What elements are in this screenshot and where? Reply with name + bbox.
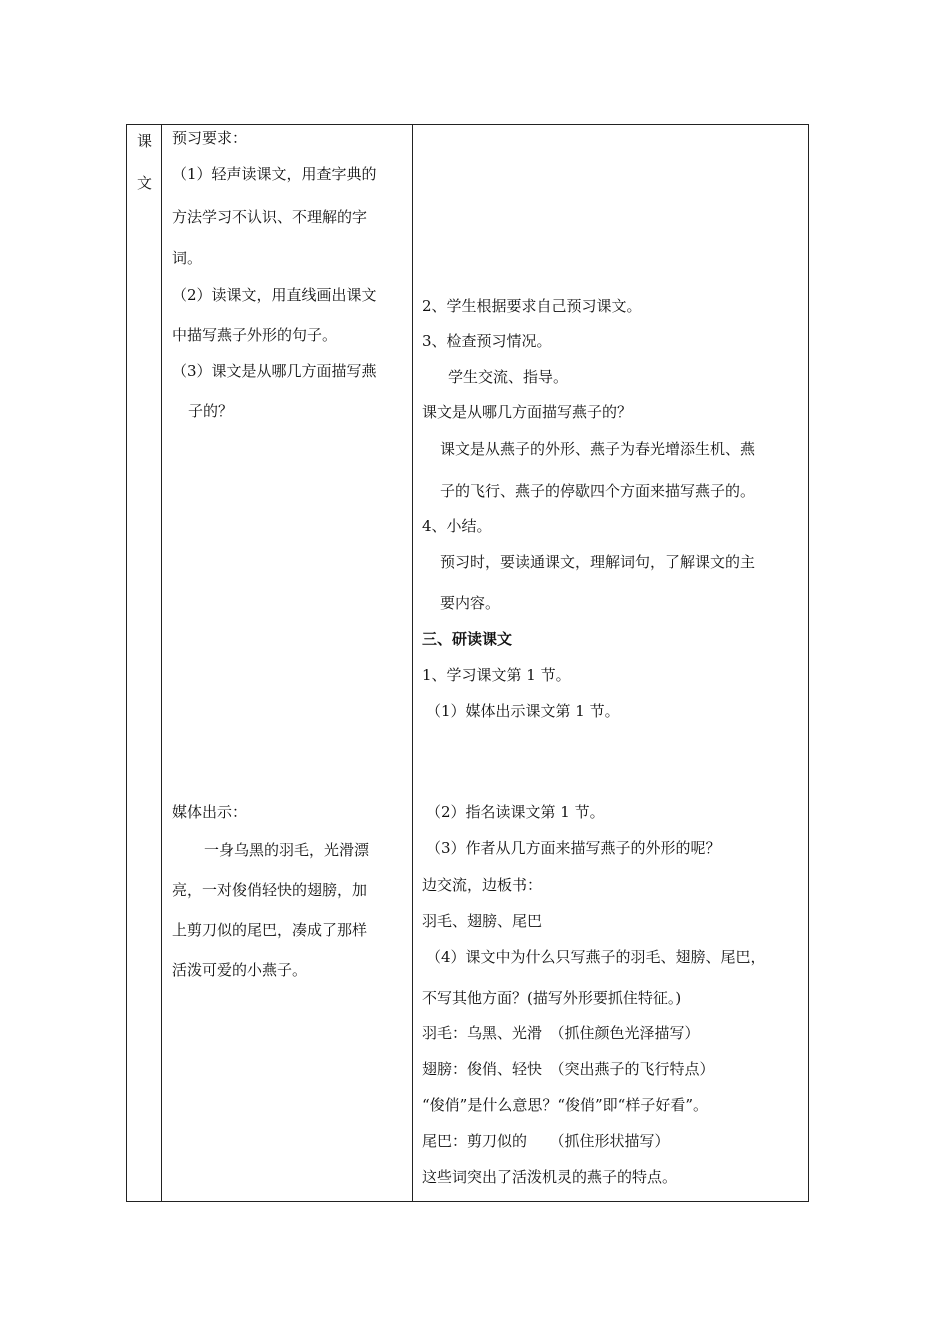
wing-note: 翅膀：俊俏、轻快 （突出燕子的飞行特点）: [422, 1060, 715, 1078]
section-label-char-2: 文: [137, 174, 153, 192]
media-text-line2: 亮，一对俊俏轻快的翅膀，加: [172, 881, 368, 899]
preview-req1-line3: 词。: [172, 249, 203, 267]
preview-req3-line2: 子的？: [188, 402, 234, 420]
tail-note: 尾巴：剪刀似的 （抓住形状描写）: [422, 1132, 670, 1150]
preview-title: 预习要求：: [172, 129, 248, 147]
column-divider-2: [412, 125, 413, 1201]
lesson-table: [126, 124, 809, 1202]
study-step-1-1: （1）媒体出示课文第 1 节。: [426, 702, 620, 720]
board-note: 边交流，边板书：: [422, 876, 543, 894]
junqiao-note: “俊俏”是什么意思？“俊俏”即“样子好看”。: [422, 1096, 709, 1114]
preview-req2-line1: （2）读课文，用直线画出课文: [172, 286, 377, 304]
preview-req1-line2: 方法学习不认识、不理解的字: [172, 208, 368, 226]
media-text-line3: 上剪刀似的尾巴，凑成了那样: [172, 921, 368, 939]
summary-line1: 预习时，要读通课文，理解词句，了解课文的主: [440, 553, 756, 571]
step-4: 4、小结。: [422, 517, 492, 535]
feather-note: 羽毛：乌黑、光滑 （抓住颜色光泽描写）: [422, 1024, 700, 1042]
study-step-1-4-answer: 不写其他方面？(描写外形要抓住特征。): [422, 989, 682, 1007]
study-step-1-4: （4）课文中为什么只写燕子的羽毛、翅膀、尾巴，: [426, 948, 766, 966]
study-step-1: 1、学习课文第 1 节。: [422, 666, 571, 684]
preview-req1-line1: （1）轻声读课文，用查字典的: [172, 165, 377, 183]
conclusion: 这些词突出了活泼机灵的燕子的特点。: [422, 1168, 678, 1186]
section-label-char-1: 课: [137, 132, 153, 150]
answer-line2: 子的飞行、燕子的停歇四个方面来描写燕子的。: [440, 482, 756, 500]
summary-line2: 要内容。: [440, 594, 501, 612]
media-text-line4: 活泼可爱的小燕子。: [172, 961, 308, 979]
board-items: 羽毛、翅膀、尾巴: [422, 912, 543, 930]
preview-req2-line2: 中描写燕子外形的句子。: [172, 326, 338, 344]
answer-line1: 课文是从燕子的外形、燕子为春光增添生机、燕: [440, 440, 756, 458]
column-divider-1: [161, 125, 162, 1201]
media-title: 媒体出示：: [172, 803, 248, 821]
media-text-line1: 一身乌黑的羽毛，光滑漂: [204, 841, 370, 859]
step-3: 3、检查预习情况。: [422, 332, 552, 350]
step-2: 2、学生根据要求自己预习课文。: [422, 297, 642, 315]
study-step-1-2: （2）指名读课文第 1 节。: [426, 803, 605, 821]
step-3-detail: 学生交流、指导。: [448, 368, 569, 386]
preview-req3-line1: （3）课文是从哪几方面描写燕: [172, 362, 377, 380]
section-heading-3: 三、研读课文: [422, 630, 513, 648]
question-line: 课文是从哪几方面描写燕子的？: [422, 403, 633, 421]
study-step-1-3: （3）作者从几方面来描写燕子的外形的呢？: [426, 839, 721, 857]
